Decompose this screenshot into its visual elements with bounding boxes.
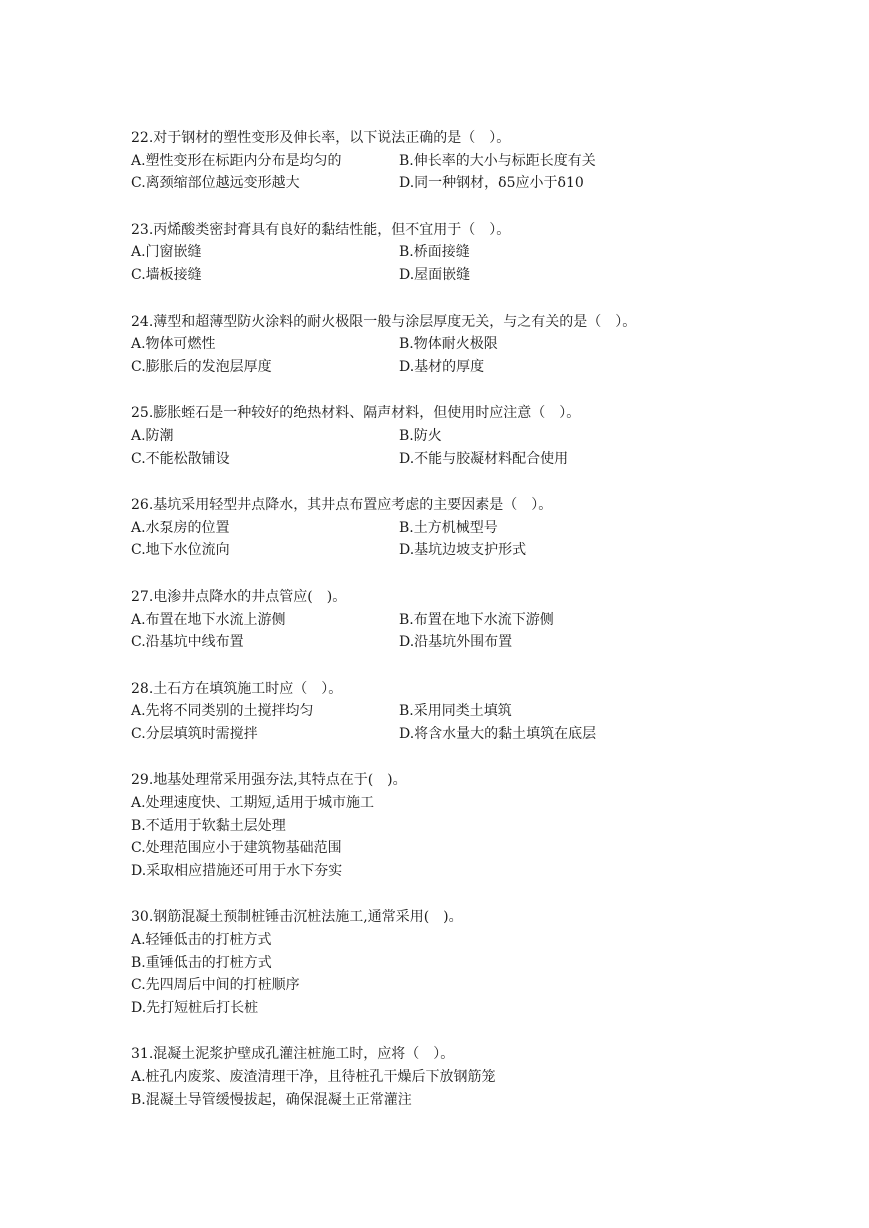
answer-option: A.布置在地下水流上游侧: [131, 611, 286, 628]
answer-option: C.地下水位流向: [131, 542, 230, 559]
question-stem: 25.膨胀蛭石是一种较好的绝热材料、隔声材料，但使用时应注意（ ）。: [131, 405, 581, 422]
answer-option: D.沿基坑外围布置: [399, 634, 513, 651]
answer-option: C.沿基坑中线布置: [131, 634, 244, 651]
options-group: [131, 517, 821, 562]
answer-option: B.土方机械型号: [399, 519, 498, 536]
answer-option: A.塑性变形在标距内分布是均匀的: [131, 152, 342, 169]
question-block: [131, 678, 821, 746]
answer-option: B.布置在地下水流下游侧: [399, 611, 554, 628]
options-group: [131, 333, 821, 378]
question-block: [131, 586, 821, 654]
question-block: [131, 219, 821, 287]
options-group: [131, 609, 821, 654]
answer-option: A.先将不同类别的土搅拌均匀: [131, 703, 314, 720]
options-group: [131, 929, 821, 1019]
answer-option: D.基材的厚度: [399, 358, 485, 375]
options-group: [131, 1066, 821, 1111]
answer-option: A.桩孔内废浆、废渣清理干净，且待桩孔干燥后下放钢筋笼: [131, 1069, 496, 1085]
answer-option: A.处理速度快、工期短,适用于城市施工: [131, 795, 375, 812]
answer-option: D.将含水量大的黏土填筑在底层: [399, 725, 597, 742]
question-block: [131, 311, 821, 379]
answer-option: B.重锤低击的打桩方式: [131, 954, 272, 971]
question-block: [131, 127, 821, 195]
question-stem: 26.基坑采用轻型井点降水，其井点布置应考虑的主要因素是（ ）。: [131, 497, 553, 514]
answer-option: C.墙板接缝: [131, 266, 202, 283]
options-group: [131, 700, 821, 745]
question-stem: 27.电渗井点降水的井点管应( )。: [131, 588, 347, 605]
answer-option: D.屋面嵌缝: [399, 266, 471, 283]
answer-option: D.先打短桩后打长桩: [131, 999, 259, 1016]
options-group: [131, 150, 821, 195]
question-block: [131, 769, 821, 882]
answer-option: B.伸长率的大小与标距长度有关: [399, 152, 596, 169]
answer-option: A.物体可燃性: [131, 336, 216, 353]
options-group: [131, 425, 821, 470]
options-group: [131, 241, 821, 286]
answer-option: D.采取相应措施还可用于水下夯实: [131, 862, 343, 879]
question-stem: 23.丙烯酸类密封膏具有良好的黏结性能，但不宜用于（ ）。: [131, 221, 511, 238]
answer-option: C.膨胀后的发泡层厚度: [131, 358, 272, 375]
answer-option: D.基坑边坡支护形式: [399, 542, 527, 559]
answer-option: C.处理范围应小于建筑物基础范围: [131, 840, 342, 857]
question-stem: 31.混凝土泥浆护壁成孔灌注桩施工时，应将（ ）。: [131, 1046, 455, 1063]
question-block: [131, 906, 821, 1019]
question-stem: 30.钢筋混凝土预制桩锤击沉桩法施工,通常采用( )。: [131, 909, 463, 926]
answer-option: B.不适用于软黏土层处理: [131, 817, 286, 834]
question-stem: 29.地基处理常采用强夯法,其特点在于( )。: [131, 772, 407, 789]
question-block: [131, 402, 821, 470]
answer-option: C.分层填筑时需搅拌: [131, 725, 258, 742]
answer-option: D.不能与胶凝材料配合使用: [399, 450, 569, 467]
answer-option: B.采用同类土填筑: [399, 703, 512, 720]
answer-option: A.轻锤低击的打桩方式: [131, 932, 272, 949]
document-page: [131, 127, 821, 1135]
options-group: [131, 792, 821, 882]
question-stem: 22.对于钢材的塑性变形及伸长率，以下说法正确的是（ ）。: [131, 130, 511, 146]
answer-option: C.离颈缩部位越远变形越大: [131, 175, 300, 192]
answer-option: A.防潮: [131, 427, 174, 444]
question-block: [131, 494, 821, 562]
question-stem: 28.土石方在填筑施工时应（ ）。: [131, 680, 343, 697]
answer-option: C.不能松散铺设: [131, 450, 230, 467]
answer-option: B.防火: [399, 427, 442, 444]
answer-option: D.同一种钢材，δ5应小于δ10: [399, 175, 584, 192]
answer-option: A.门窗嵌缝: [131, 244, 202, 261]
question-stem: 24.薄型和超薄型防火涂料的耐火极限一般与涂层厚度无关，与之有关的是（ ）。: [131, 313, 637, 330]
answer-option: B.物体耐火极限: [399, 336, 498, 353]
answer-option: A.水泵房的位置: [131, 519, 230, 536]
question-block: [131, 1043, 821, 1111]
answer-option: B.混凝土导管缓慢拔起，确保混凝土正常灌注: [131, 1091, 412, 1108]
answer-option: C.先四周后中间的打桩顺序: [131, 977, 300, 994]
answer-option: B.桥面接缝: [399, 244, 470, 261]
